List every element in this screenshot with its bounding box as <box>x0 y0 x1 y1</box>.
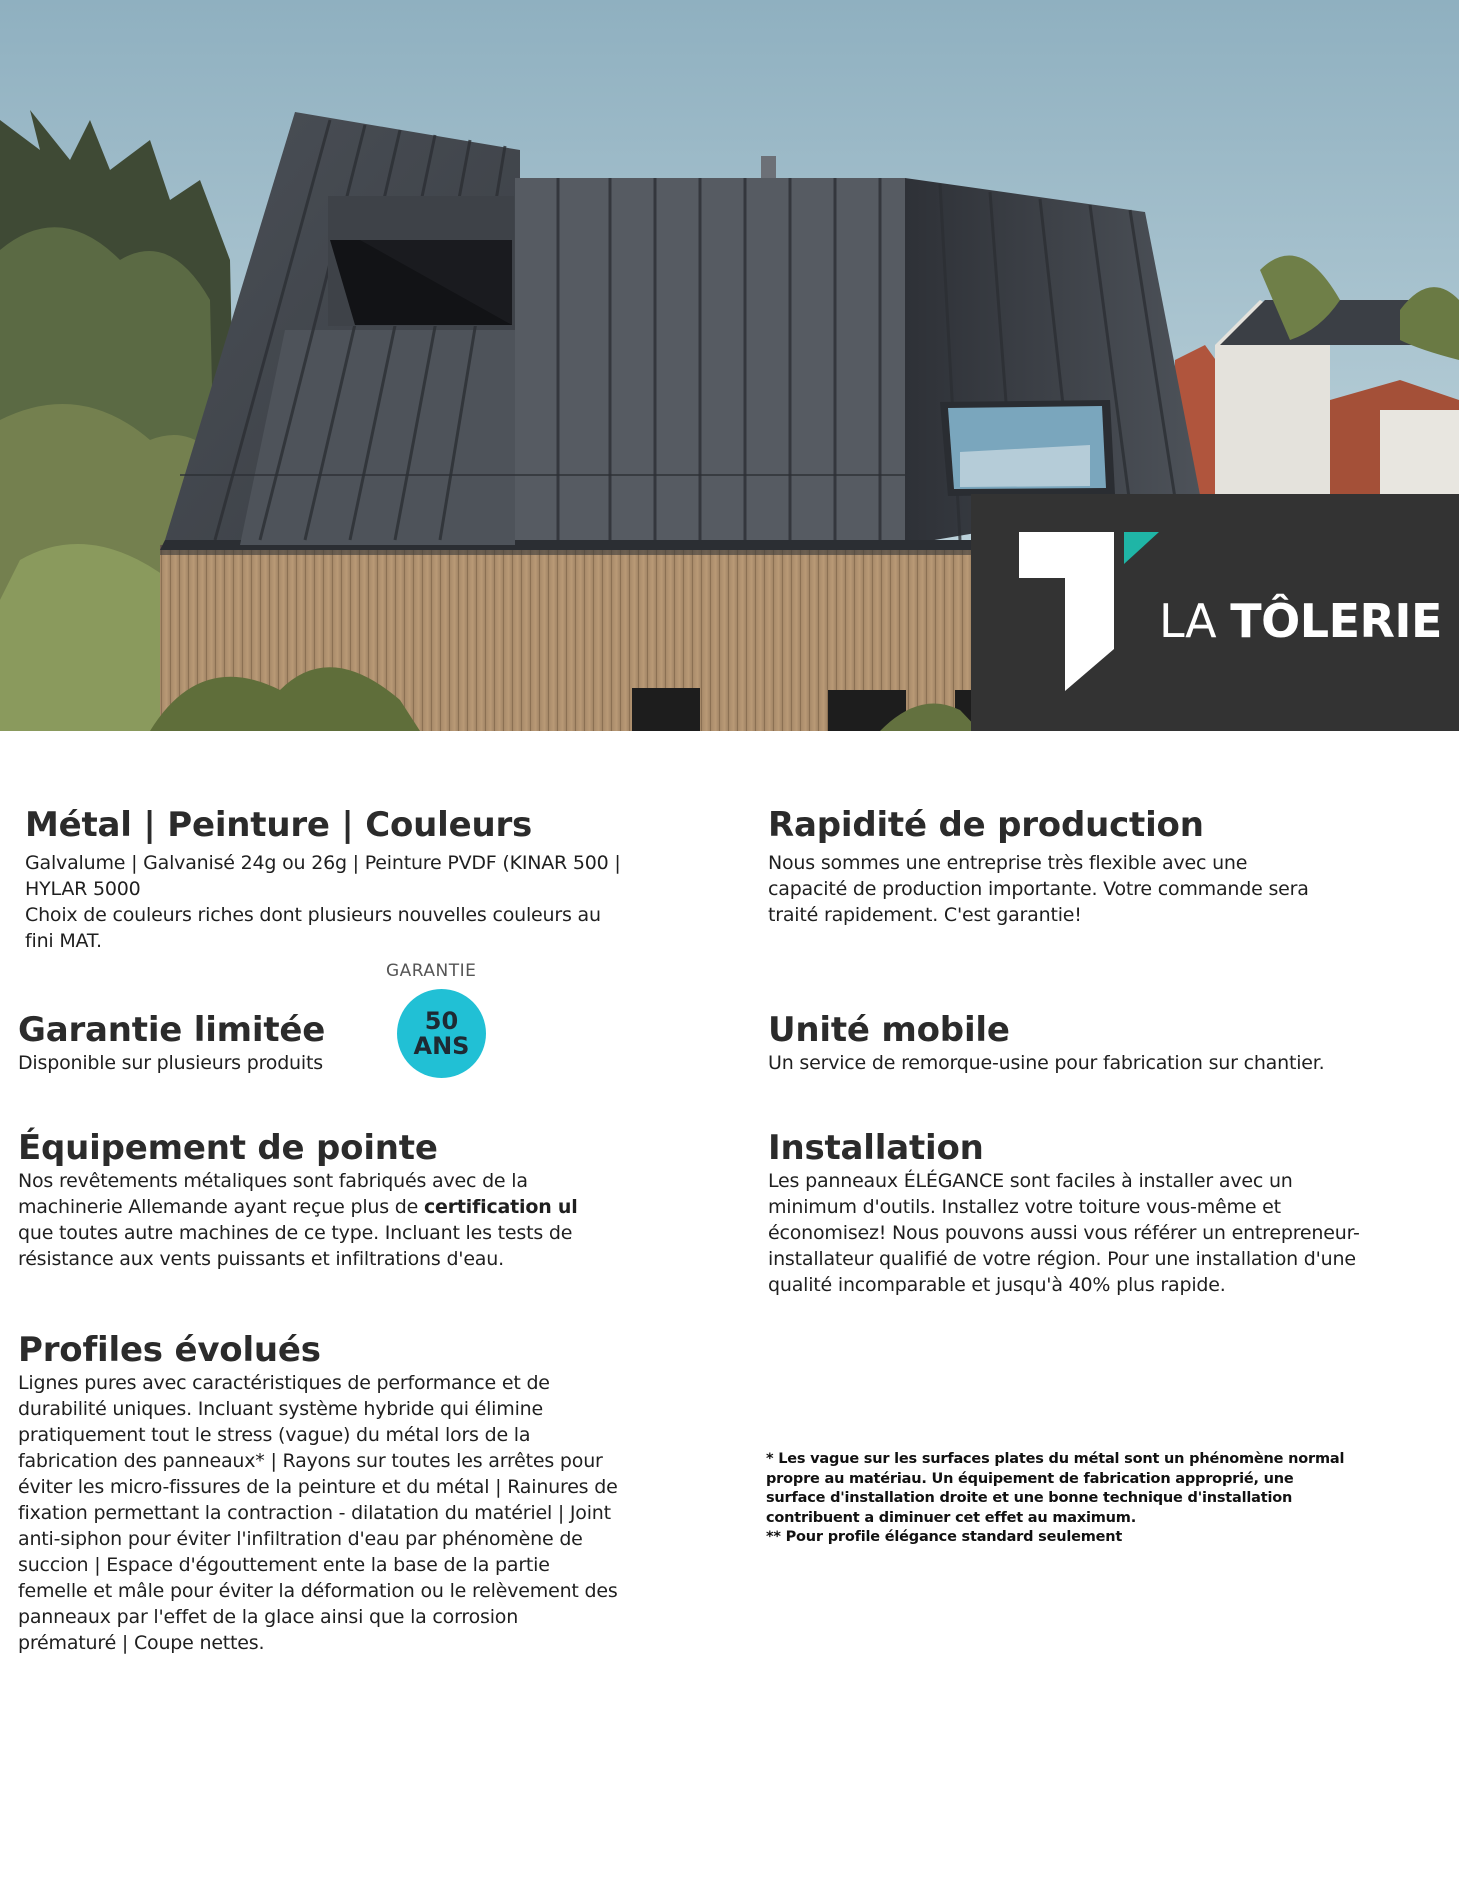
equipement-text-bold: certification ul <box>423 1196 578 1218</box>
brand-name-light: LA <box>1159 594 1231 648</box>
section-metal-line2: Choix de couleurs riches dont plusieurs nouvelles couleurs au fini MAT. <box>25 904 601 952</box>
section-metal <box>25 805 625 954</box>
section-equipement-title: Équipement de pointe <box>18 1128 438 1168</box>
section-rapidite-text: Nous sommes une entreprise très flexible avec une capacité de production importante. Votre commande sera traité rapidement. C'est garantie! <box>768 852 1309 926</box>
guarantee-badge <box>397 989 486 1078</box>
section-profiles-text: Lignes pures avec caractéristiques de performance et de durabilité uniques. Incluant système hybride qui élimine pratiquement tout le stress (vague) du métal lors de la fabrication des panneaux* | Rayons sur toutes les arrêtes pour éviter les micro-fissures de la peinture et du métal | Rainures de fixation permettant la contraction - dilatation du matériel | Joint anti-siphon pour éviter l'infiltration d'eau par phénomène de succion | Espace d'égouttement ente la base de la partie femelle et mâle pour éviter la déformation ou le relèvement des panneaux par l'effet de la glace ainsi que la corrosion prématuré | Coupe nettes. <box>18 1372 618 1654</box>
section-equipement <box>18 1128 618 1272</box>
footnote-1: * Les vague sur les surfaces plates du métal sont un phénomène normal propre au matériau. Un équipement de fabrication approprié, une surface d'installation droite et une bonne technique d'installation contribuent a diminuer cet effet au maximum. <box>766 1451 1345 1526</box>
section-profiles <box>18 1330 618 1656</box>
section-unite <box>768 1010 1328 1076</box>
section-unite-text: Un service de remorque-usine pour fabrication sur chantier. <box>768 1052 1325 1074</box>
guarantee-label: GARANTIE <box>386 961 477 981</box>
brand-name <box>1159 594 1442 648</box>
section-profiles-title: Profiles évolués <box>18 1330 321 1370</box>
section-installation-title: Installation <box>768 1128 984 1168</box>
hero-image <box>0 0 1459 731</box>
section-equipement-text <box>18 1168 618 1272</box>
guarantee-badge-unit: ANS <box>413 1031 470 1060</box>
footnotes <box>766 1450 1346 1548</box>
guarantee-badge-number: 50 <box>424 1006 459 1035</box>
section-garantie <box>18 1010 398 1076</box>
section-installation <box>768 1128 1368 1298</box>
section-garantie-text: Disponible sur plusieurs produits <box>18 1052 323 1074</box>
footnote-2: ** Pour profile élégance standard seulement <box>766 1529 1123 1545</box>
section-metal-title: Métal | Peinture | Couleurs <box>25 805 533 845</box>
brand-logo-mark-icon <box>1019 532 1159 692</box>
section-rapidite-title: Rapidité de production <box>768 805 1204 845</box>
section-garantie-title: Garantie limitée <box>18 1010 326 1050</box>
equipement-text-start: Nos revêtements métaliques sont fabriqués avec de la machinerie Allemande ayant reçue plus de <box>18 1170 528 1218</box>
section-unite-title: Unité mobile <box>768 1010 1010 1050</box>
section-rapidite <box>768 805 1328 928</box>
brand-logo-box <box>971 494 1459 731</box>
equipement-text-end: que toutes autre machines de ce type. Incluant les tests de résistance aux vents puissants et infiltrations d'eau. <box>18 1222 573 1270</box>
section-installation-text: Les panneaux ÉLÉGANCE sont faciles à installer avec un minimum d'outils. Installez votre toiture vous-même et économisez! Nous pouvons aussi vous référer un entrepreneur-installateur qualifié de votre région. Pour une installation d'une qualité incomparable et jusqu'à 40% plus rapide. <box>768 1170 1360 1296</box>
brand-name-bold: TÔLERIE <box>1230 594 1442 648</box>
section-metal-line1: Galvalume | Galvanisé 24g ou 26g | Peinture PVDF (KINAR 500 | HYLAR 5000 <box>25 852 621 900</box>
